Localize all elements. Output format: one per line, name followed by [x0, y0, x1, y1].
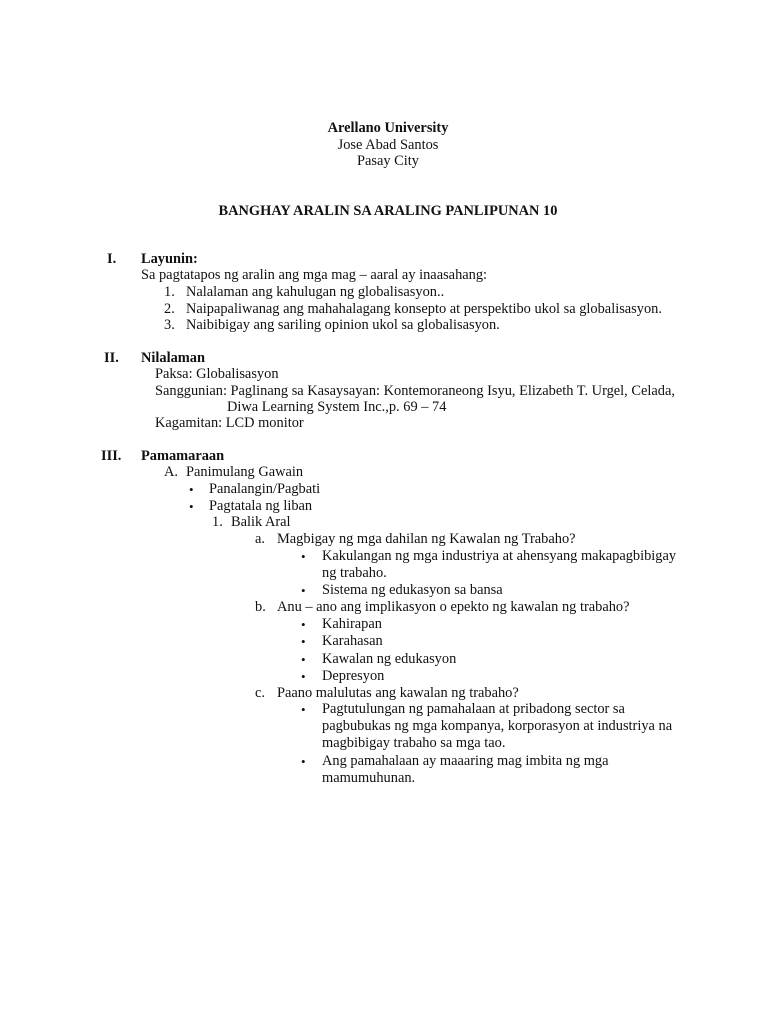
- paksa-line: Paksa: Globalisasyon: [155, 366, 279, 382]
- answer-text: Karahasan: [322, 633, 383, 649]
- question-a-text: Magbigay ng mga dahilan ng Kawalan ng Trabaho?: [277, 531, 576, 547]
- city-name: Pasay City: [357, 153, 419, 169]
- bullet-marker: •: [189, 499, 194, 514]
- university-name: Arellano University: [327, 120, 449, 136]
- section-2-numeral: II.: [104, 350, 119, 366]
- answer-text: Sistema ng edukasyon sa bansa: [322, 582, 503, 598]
- section-1-heading: Layunin:: [141, 251, 198, 267]
- bullet-marker: •: [301, 617, 306, 632]
- objective-number: 3.: [164, 317, 175, 333]
- sanggunian-continuation: Diwa Learning System Inc.,p. 69 – 74: [227, 399, 447, 415]
- answer-text-continuation: magbibigay trabaho sa mga tao.: [322, 735, 506, 751]
- answer-text-continuation: ng trabaho.: [322, 565, 387, 581]
- answer-text-continuation: mamumuhunan.: [322, 770, 416, 786]
- bullet-marker: •: [301, 702, 306, 717]
- objective-text: Nalalaman ang kahulugan ng globalisasyon..: [186, 284, 445, 300]
- answer-text: Pagtutulungan ng pamahalaan at pribadong sector sa: [322, 701, 625, 717]
- section-2-heading: Nilalaman: [141, 350, 205, 366]
- answer-text: Depresyon: [322, 668, 385, 684]
- bullet-text: Pagtatala ng liban: [209, 498, 313, 514]
- question-b-text: Anu – ano ang implikasyon o epekto ng kawalan ng trabaho?: [277, 599, 630, 615]
- objective-text: Naibibigay ang sariling opinion ukol sa globalisasyon.: [186, 317, 500, 333]
- answer-text: Ang pamahalaan ay maaaring mag imbita ng mga: [322, 753, 609, 769]
- subsection-a-label: A.: [164, 464, 178, 480]
- question-c-label: c.: [255, 685, 265, 701]
- bullet-marker: •: [301, 754, 306, 769]
- section-3-heading: Pamamaraan: [141, 448, 225, 464]
- objective-number: 1.: [164, 284, 175, 300]
- question-a-label: a.: [255, 531, 265, 547]
- bullet-marker: •: [301, 634, 306, 649]
- bullet-marker: •: [301, 549, 306, 564]
- answer-text-continuation: pagbubukas ng mga kompanya, korporasyon at industriya na: [322, 718, 673, 734]
- section-1-numeral: I.: [107, 251, 117, 267]
- objective-number: 2.: [164, 301, 175, 317]
- question-c-text: Paano malulutas ang kawalan ng trabaho?: [277, 685, 519, 701]
- bullet-text: Panalangin/Pagbati: [209, 481, 321, 497]
- section-1-intro: Sa pagtatapos ng aralin ang mga mag – aaral ay inaasahang:: [141, 267, 488, 283]
- bullet-marker: •: [301, 669, 306, 684]
- objective-text: Naipapaliwanag ang mahahalagang konsepto at perspektibo ukol sa globalisasyon.: [186, 301, 662, 317]
- section-3-numeral: III.: [101, 448, 122, 464]
- campus-name: Jose Abad Santos: [337, 137, 439, 153]
- numbered-label: 1.: [212, 514, 223, 530]
- document-title: BANGHAY ARALIN SA ARALING PANLIPUNAN 10: [218, 203, 558, 219]
- answer-text: Kakulangan ng mga industriya at ahensyang makapagbibigay: [322, 548, 677, 564]
- answer-text: Kahirapan: [322, 616, 382, 632]
- sanggunian-line: Sanggunian: Paglinang sa Kasaysayan: Kontemoraneong Isyu, Elizabeth T. Urgel, Celada,: [155, 383, 675, 399]
- subsection-a-text: Panimulang Gawain: [186, 464, 304, 480]
- answer-text: Kawalan ng edukasyon: [322, 651, 457, 667]
- bullet-marker: •: [301, 652, 306, 667]
- numbered-text: Balik Aral: [231, 514, 291, 530]
- bullet-marker: •: [189, 482, 194, 497]
- question-b-label: b.: [255, 599, 266, 615]
- bullet-marker: •: [301, 583, 306, 598]
- kagamitan-line: Kagamitan: LCD monitor: [155, 415, 304, 431]
